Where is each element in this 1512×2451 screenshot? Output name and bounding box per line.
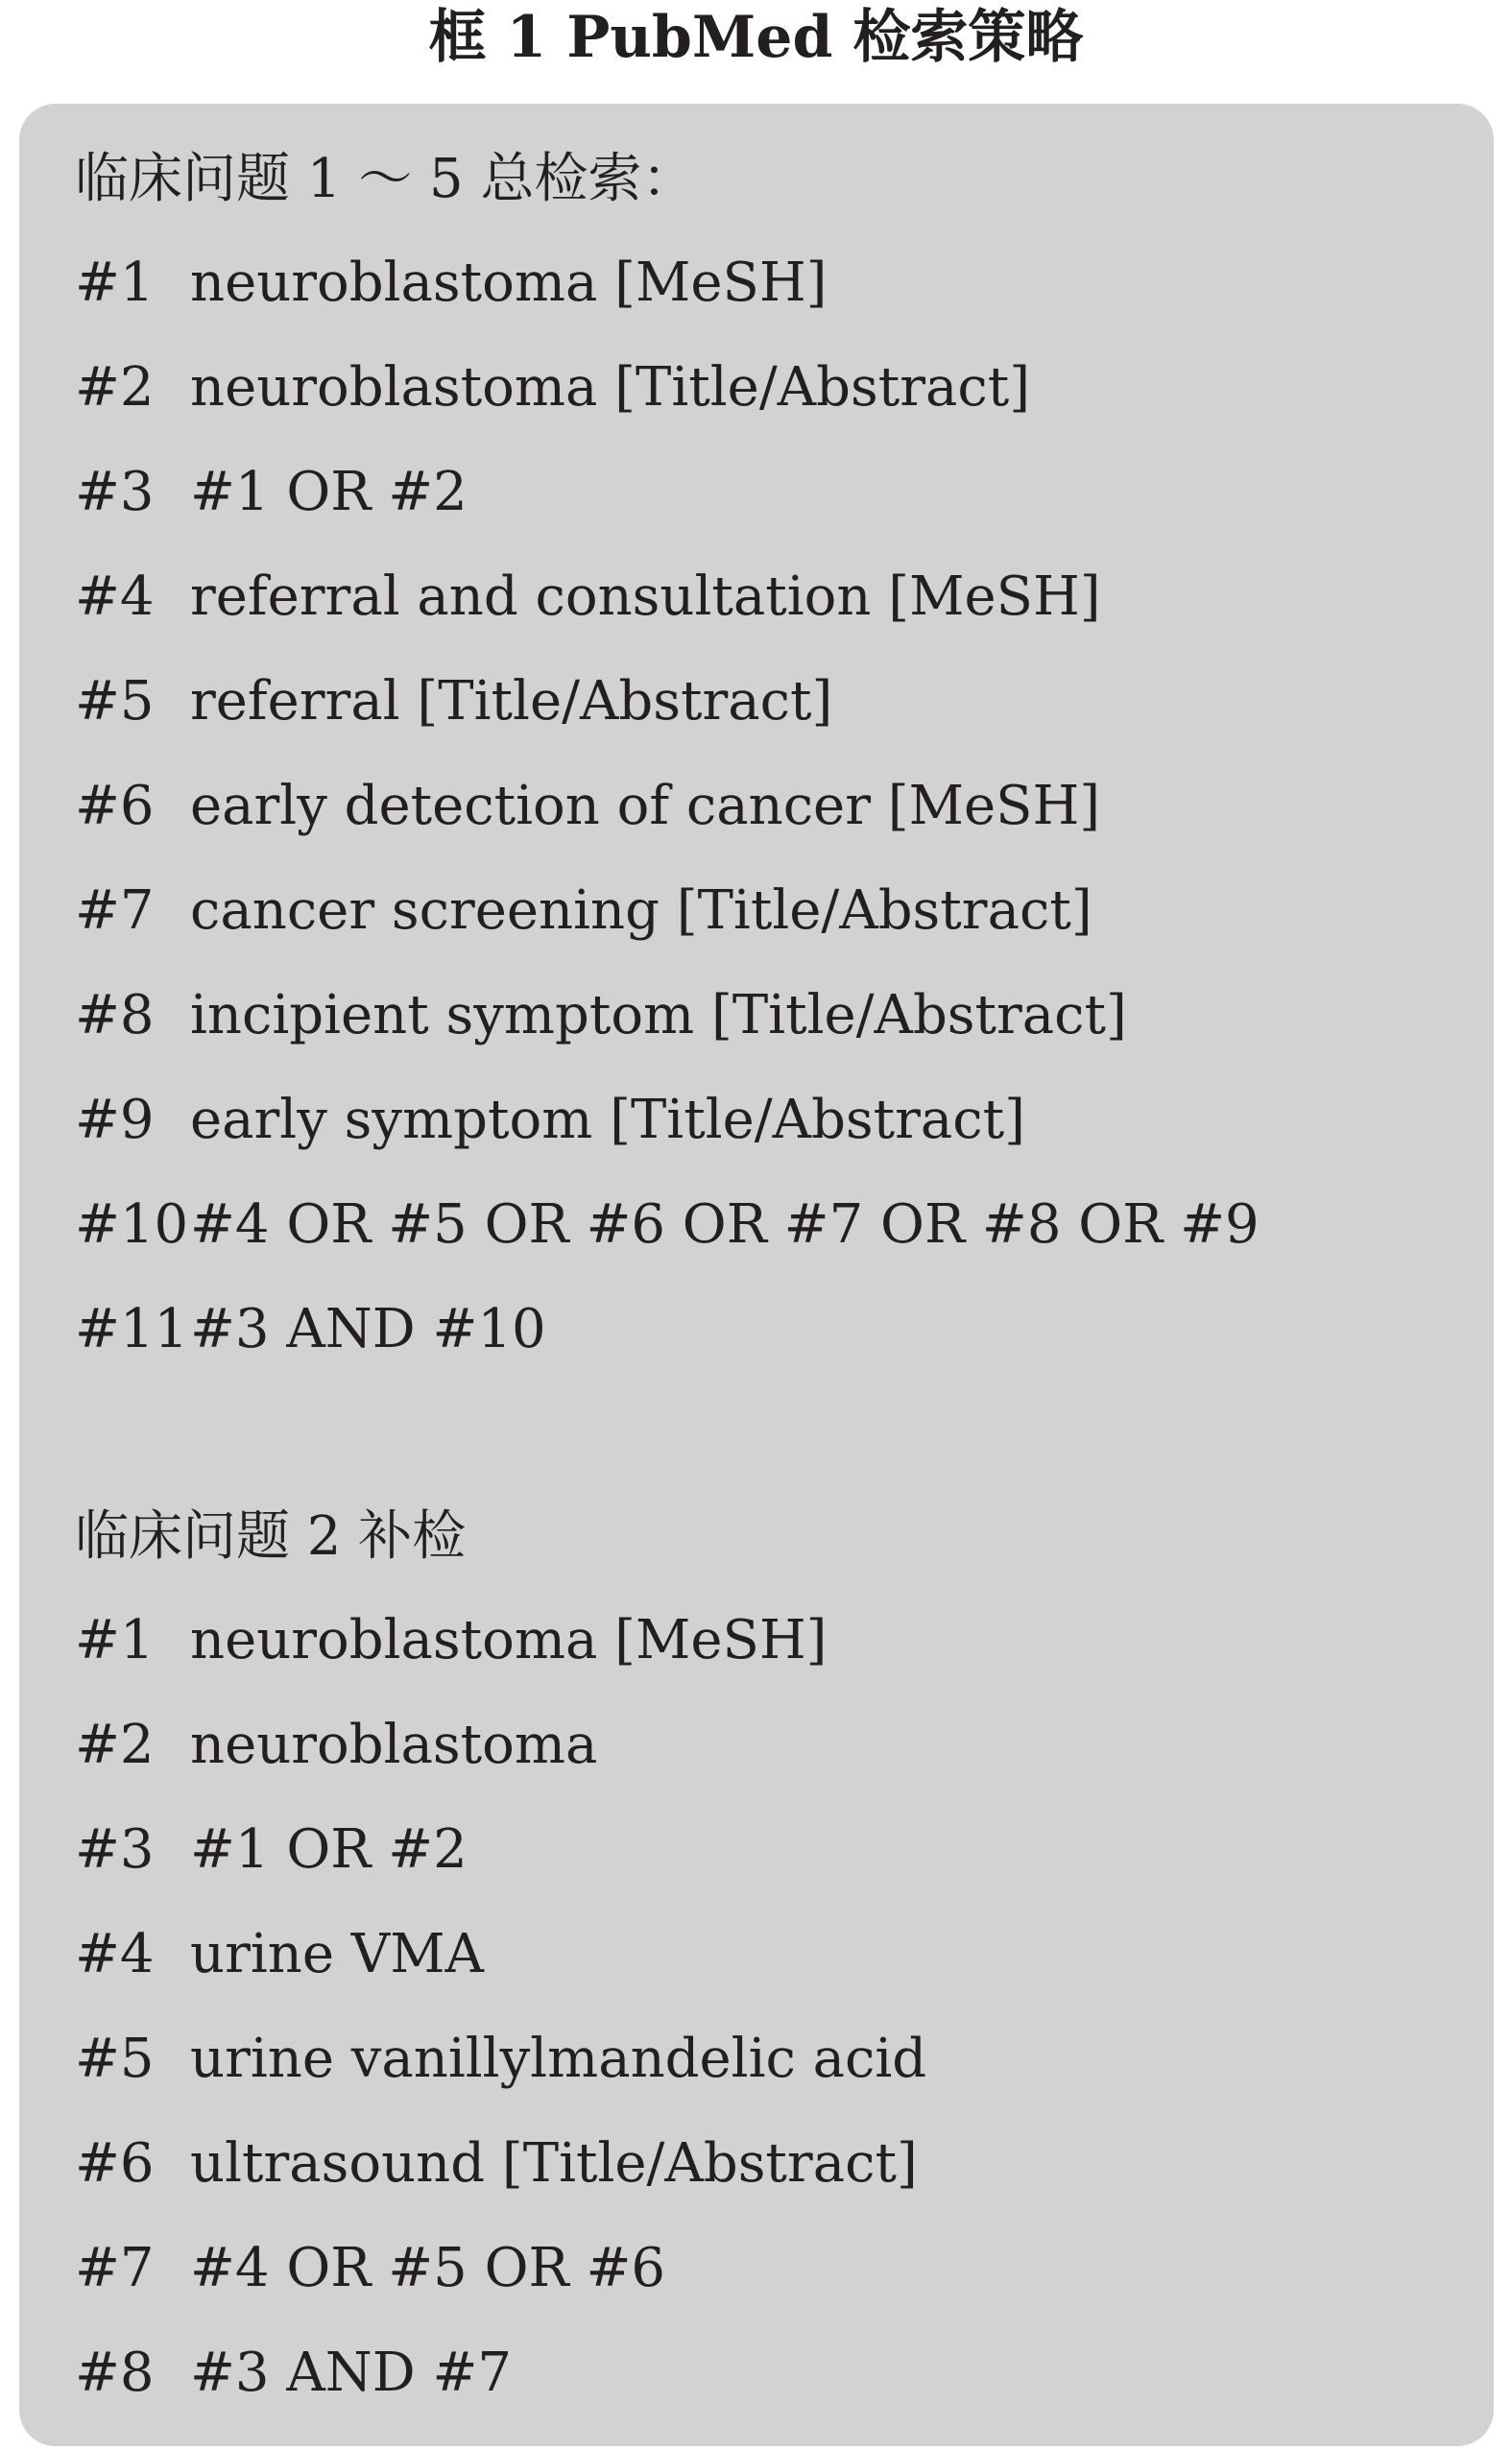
query-text: ultrasound [Title/Abstract]	[190, 2132, 918, 2195]
query-text: #4 OR #5 OR #6	[190, 2237, 666, 2299]
query-number: #4	[75, 1923, 155, 1985]
query-number: #8	[75, 984, 155, 1046]
query-number: #6	[75, 2132, 155, 2195]
query-number: #9	[75, 1089, 155, 1151]
query-row	[75, 1914, 484, 1995]
query-text: early detection of cancer [MeSH]	[190, 775, 1101, 837]
query-text: cancer screening [Title/Abstract]	[190, 879, 1092, 942]
query-row	[75, 871, 1092, 951]
query-text: neuroblastoma [MeSH]	[190, 1609, 828, 1671]
query-number: #11	[75, 1298, 189, 1360]
query-text: neuroblastoma [Title/Abstract]	[190, 356, 1031, 419]
query-number: #3	[75, 1818, 155, 1881]
query-text: #4 OR #5 OR #6 OR #7 OR #8 OR #9	[190, 1193, 1260, 1256]
query-number: #1	[75, 1609, 155, 1671]
query-number: #6	[75, 775, 155, 837]
section-heading: 临床问题 2 补检	[75, 1505, 467, 1568]
query-number: #5	[75, 670, 155, 733]
query-row	[75, 2019, 926, 2100]
query-row	[75, 1810, 468, 1890]
query-number: #1	[75, 252, 155, 314]
query-text: neuroblastoma	[190, 1714, 598, 1776]
section-heading: 临床问题 1 ～ 5 总检索：	[75, 148, 696, 210]
query-number: #8	[75, 2342, 155, 2404]
query-text: #1 OR #2	[190, 1818, 468, 1881]
query-number: #5	[75, 2028, 155, 2090]
query-text: urine VMA	[190, 1923, 484, 1985]
query-text: early symptom [Title/Abstract]	[190, 1089, 1026, 1151]
query-number: #10	[75, 1193, 189, 1256]
query-text: #3 AND #7	[190, 2342, 513, 2404]
query-row	[75, 243, 828, 324]
query-row	[75, 1185, 1260, 1265]
query-row	[75, 1289, 546, 1370]
query-text: neuroblastoma [MeSH]	[190, 252, 828, 314]
query-row	[75, 766, 1100, 847]
query-row	[75, 975, 1127, 1056]
query-row	[75, 2124, 918, 2204]
query-number: #2	[75, 356, 155, 419]
query-text: referral and consultation [MeSH]	[190, 565, 1101, 628]
query-number: #7	[75, 2237, 155, 2299]
box-title: 框 1 PubMed 检索策略	[428, 4, 1084, 71]
query-row	[75, 2228, 665, 2309]
query-row	[75, 1080, 1025, 1161]
query-row	[75, 1600, 828, 1681]
query-text: incipient symptom [Title/Abstract]	[190, 984, 1127, 1046]
query-row	[75, 348, 1030, 428]
query-row	[75, 1705, 597, 1786]
query-row	[75, 452, 468, 533]
query-text: urine vanillylmandelic acid	[190, 2028, 927, 2090]
query-number: #3	[75, 461, 155, 523]
query-text: referral [Title/Abstract]	[190, 670, 833, 733]
query-row	[75, 661, 832, 742]
query-number: #4	[75, 565, 155, 628]
query-number: #2	[75, 1714, 155, 1776]
query-number: #7	[75, 879, 155, 942]
query-text: #1 OR #2	[190, 461, 468, 523]
query-row	[75, 557, 1101, 637]
query-text: #3 AND #10	[190, 1298, 546, 1360]
query-row	[75, 2333, 512, 2414]
